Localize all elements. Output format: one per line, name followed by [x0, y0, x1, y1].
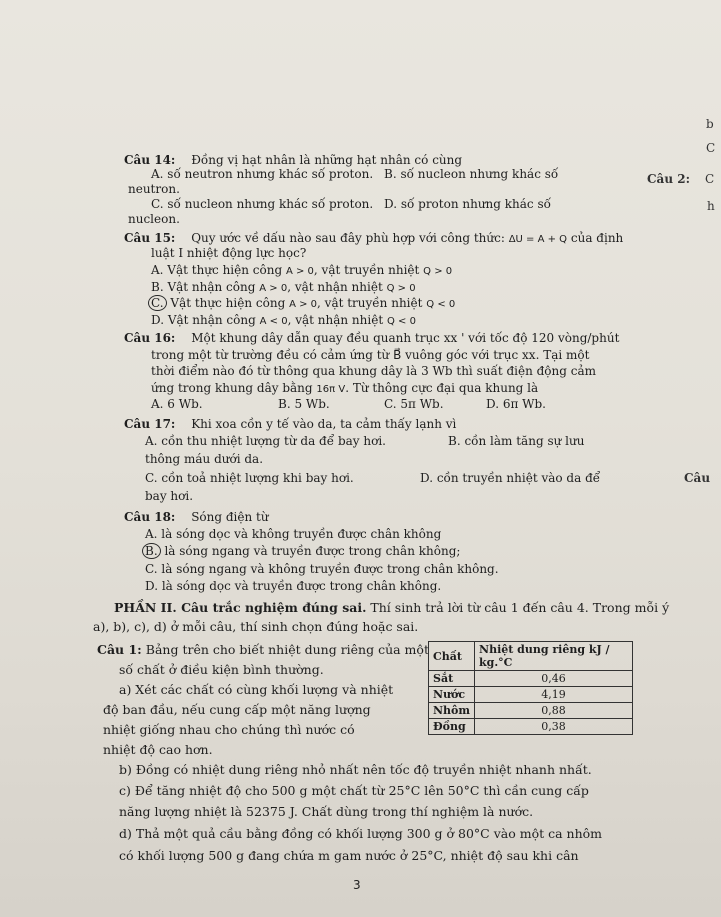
substance-cell: Nhôm [429, 703, 475, 719]
part-title: PHẦN II. Câu trắc nghiệm đúng sai. [114, 600, 367, 615]
table-row [429, 671, 633, 687]
question-label: Câu 15: [124, 231, 176, 245]
option-c: C. số nucleon nhưng khác số proton. [151, 197, 374, 211]
table-header-row [429, 642, 633, 671]
value-cell: 4,19 [475, 687, 633, 703]
option-a: A. là sóng dọc và không truyền được chân không [145, 527, 442, 541]
edge-fragment: C [705, 172, 715, 186]
option-b: B. Vật nhận công A > 0, vật nhận nhiệt Q > 0 [151, 280, 416, 294]
substance-cell: Đồng [429, 719, 475, 735]
circled-answer: B. [142, 543, 161, 559]
edge-question-label: Câu [684, 471, 711, 485]
column-header: Chất [429, 642, 475, 671]
statement-d-cont: có khối lượng 500 g đang chứa m gam nước ở 25°C, nhiệt độ sau khi cân [119, 848, 579, 863]
substance-cell: Sắt [429, 671, 475, 687]
statement-a-cont: nhiệt độ cao hơn. [103, 742, 213, 757]
question-label: Câu 18: [124, 510, 176, 524]
question-stem-cont: thời điểm nào đó từ thông qua khung dây là 3 Wb thì suất điện động cảm [151, 364, 597, 378]
option-c: C. cồn toả nhiệt lượng khi bay hơi. [145, 471, 354, 485]
option-b: B. 5 Wb. [278, 397, 330, 411]
question-label: Câu 1: [97, 642, 142, 657]
statement-a-cont: nhiệt giống nhau cho chúng thì nước có [103, 722, 355, 737]
statement-a-cont: độ ban đầu, nếu cung cấp một năng lượng [103, 702, 371, 717]
option-b-cont: neutron. [128, 182, 180, 196]
edge-fragment: C [706, 141, 716, 155]
option-b: B. số nucleon nhưng khác số [384, 167, 559, 181]
formula: ΔU = A + Q [508, 234, 568, 245]
option-a: A. cồn thu nhiệt lượng từ da để bay hơi. [145, 434, 386, 448]
option-d: D. 6π Wb. [486, 397, 546, 411]
circled-answer: C. [148, 295, 167, 311]
question-15: Câu 15: Quy ước về dấu nào sau đây phù hợp với công thức: ΔU = A + Q của định [124, 231, 624, 245]
option-c: C. là sóng ngang và không truyền được trong chân không. [145, 562, 499, 576]
question-stem: Đồng vị hạt nhân là những hạt nhân có cùng [191, 153, 463, 167]
question-14 [124, 153, 462, 168]
question-16: Câu 16: Một khung dây dẫn quay đều quanh trục xx ' với tốc độ 120 vòng/phút [124, 331, 620, 345]
option-b: B. cồn làm tăng sự lưu [448, 434, 585, 448]
value-cell: 0,88 [475, 703, 633, 719]
option-d: D. Vật nhận công A < 0, vật nhận nhiệt Q < 0 [151, 313, 416, 327]
part-2-heading: PHẦN II. Câu trắc nghiệm đúng sai. Thí sinh trả lời từ câu 1 đến câu 4. Trong mỗi ý [114, 600, 670, 615]
column-header: Nhiệt dung riêng kJ / kg.°C [475, 642, 633, 671]
question-stem-cont: trong một từ trường đều có cảm ứng từ B⃗ vuông góc với trục xx. Tại một [151, 348, 590, 362]
question-label: Câu 17: [124, 417, 176, 431]
statement-c-cont: năng lượng nhiệt là 52375 J. Chất dùng trong thí nghiệm là nước. [119, 804, 534, 819]
statement-d: d) Thả một quả cầu bằng đồng có khối lượng 300 g ở 80°C vào một ca nhôm [119, 826, 602, 841]
edge-fragment: h [707, 199, 715, 213]
specific-heat-table [428, 641, 633, 735]
option-c-selected: C. Vật thực hiện công A > 0, vật truyền nhiệt Q < 0 [151, 296, 455, 312]
page-number: 3 [353, 878, 361, 892]
statement-a: a) Xét các chất có cùng khối lượng và nhiệt [119, 682, 394, 697]
question-label: Câu 16: [124, 331, 176, 345]
option-a: A. Vật thực hiện công A > 0, vật truyền nhiệt Q > 0 [151, 263, 453, 277]
value-cell: 0,46 [475, 671, 633, 687]
question-label: Câu 14: [124, 153, 176, 167]
option-b-cont: thông máu dưới da. [145, 452, 264, 466]
question-stem-cont: luật I nhiệt động lực học? [151, 246, 307, 260]
option-c: C. 5π Wb. [384, 397, 444, 411]
option-a: A. số neutron nhưng khác số proton. [151, 167, 374, 181]
option-d: D. số proton nhưng khác số [384, 197, 551, 211]
option-d-cont: nucleon. [128, 212, 180, 226]
option-d-cont: bay hơi. [145, 489, 194, 503]
table-row [429, 703, 633, 719]
table-row [429, 687, 633, 703]
edge-question-label: Câu 2: [647, 172, 691, 186]
option-d: D. là sóng dọc và truyền được trong chân không. [145, 579, 442, 593]
part-2-instructions: a), b), c), d) ở mỗi câu, thí sinh chọn đúng hoặc sai. [93, 619, 419, 634]
option-d: D. cồn truyền nhiệt vào da để [420, 471, 601, 485]
question-stem-cont: số chất ở điều kiện bình thường. [119, 662, 324, 677]
question-1: Câu 1: Bảng trên cho biết nhiệt dung riêng của một [97, 642, 429, 657]
question-17: Câu 17: Khi xoa cồn y tế vào da, ta cảm thấy lạnh vì [124, 417, 457, 431]
statement-b: b) Đồng có nhiệt dung riêng nhỏ nhất nên tốc độ truyền nhiệt nhanh nhất. [119, 762, 592, 777]
table-row [429, 719, 633, 735]
value-cell: 0,38 [475, 719, 633, 735]
option-a: A. 6 Wb. [151, 397, 203, 411]
option-b-selected: B. là sóng ngang và truyền được trong chân không; [145, 544, 460, 559]
question-18: Câu 18: Sóng điện từ [124, 510, 269, 524]
edge-fragment: b [706, 117, 714, 131]
question-stem-cont: ứng trong khung dây bằng 16π V. Từ thông cực đại qua khung là [151, 381, 539, 395]
statement-c: c) Để tăng nhiệt độ cho 500 g một chất từ 25°C lên 50°C thì cần cung cấp [119, 783, 589, 798]
substance-cell: Nước [429, 687, 475, 703]
